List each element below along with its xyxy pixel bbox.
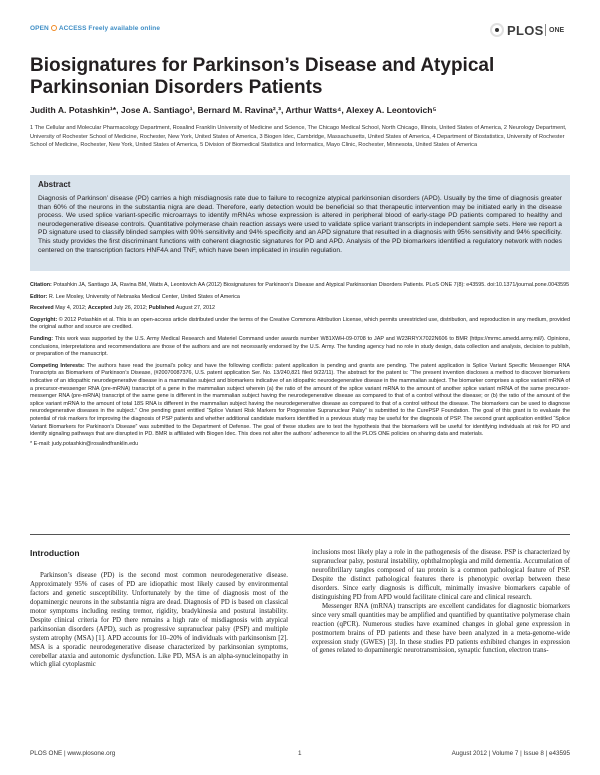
- citation: Citation: Potashkin JA, Santiago JA, Ravina BM, Watts A, Leontovich AA (2012) Biosignatures for Parkinson’s Disease and Atypical Parkinsonian Disorders Patients. PLoS ONE 7(8): e43595. doi:10.1371/journal.pone.0043595: [30, 282, 570, 288]
- intro-paragraph-1: Parkinson’s disease (PD) is the second most common neurodegenerative disease. Approximately 95% of cases of PD are idiopathic most likely caused by environmental factors and genetic susceptibility. Unfortunately by the time of diagnosis most of the dopaminergic neurons in the substantia nigra are dead. Diagnosis of PD is based on classical motor symptoms including resting tremor, rigidity, bradykinesia and postural instability. Despite clinical criteria for PD there remains a high rate of misdiagnosis with atypical parkinsonian disorders (APD), such as progressive supranuclear palsy (PSP) and multiple system atrophy (MSA) [1]. APD accounts for 10–20% of individuals with parkinsonism [2]. MSA is a sporadic neurodegenerative disease characterized by parkinsonian symptoms, cerebellar ataxia and autonomic dysfunction. Like PD, MSA is an alpha-synucleinopathy in which glial cytoplasmic: [30, 571, 288, 669]
- footer-issue: August 2012 | Volume 7 | Issue 8 | e43595: [451, 750, 570, 757]
- page-footer: [30, 750, 570, 762]
- left-column: [30, 549, 288, 670]
- article-title: Biosignatures for Parkinson’s Disease and Atypical Parkinsonian Disorders Patients: [30, 55, 495, 98]
- affiliations: 1 The Cellular and Molecular Pharmacology Department, Rosalind Franklin University of Medicine and Science, The Chicago Medical School, North Chicago, Illinois, United States of America, 2 Neurology Department, University of Rochester School of Medicine, Rochester, New York, United States of America, 3 Biogen Idec, Cambridge, Massachusetts, United States of America, 4 Department of Biostatistics, University of Rochester School of Medicine, Rochester, New York, United States of America, 5 Division of Biomedical Statistics and Informatics, Mayo Clinic, Rochester, Minnesota, United States of America: [30, 125, 567, 149]
- competing-interests: Competing Interests: The authors have read the journal’s policy and have the following conflicts: patent application is pending and grants are pending. The patent application is Splice Variant Specific Messenger RNA Transcripts as Biomarkers of Parkinson’s Disease, (#20070087376, U.S. patent application Ser. No. 13/240,821 filed 9/22/11). The abstract for the patent is: “The present invention discloses a method to discover biomarkers indicative of an idiopathic neurodegenerative disease in a mammalian subject and biomarkers indicative of an idiopathic neurodegenerative disease in the mammalian subject. The biomarker comprises a splice variant mRNA of a precursor-messenger RNA (pre-mRNA) transcript of a gene in the mammalian subject wherein (a) the ratio of the amount of the splice variant mRNA to the amount of another splice variant mRNA of the same precursor-messenger RNA (pre-mRNA) transcript of the same gene is different in the mammalian subject having the neurodegenerative disease as compared to that of a control without the disease; or (b) the ratio of the amount of the splice variant mRNA to the amount of total 18S RNA is different in the mammalian subject having the neurodegenerative disease as compared to that of a control without the disease. The biomarkers can be used to diagnose neurodegenerative diseases in the subject.” One pending grant entitled “Splice Variant Risk Markers for Progressive Supranuclear Palsy” is submitted to the CurePSP Foundation. The goal of this grant is to evaluate the potential of risk markers for improving the diagnosis of PSP patients and whether additional candidate markers identified in a previous study may be useful for the diagnosis of PSP. The second grant application entitled “Splice Variant Biomarkers for Parkinson’s Disease” was submitted to the Department of Defense. The goal of these studies are to test the hypothesis that the biomarkers will be useful for identifying individuals at risk for PD and identify signaling pathways that are disrupted in PD. BMR is affiliated with Biogen Idec. This does not alter the authors’ adherence to all the PLOS ONE policies on sharing data and materials.: [30, 362, 570, 438]
- introduction-heading: Introduction: [30, 548, 80, 558]
- intro-paragraph-2: inclusions most likely play a role in the pathogenesis of the disease. PSP is characterized by supranuclear palsy, postural instability, ophthalmoplegia and mild dementia. Accumulation of neurofibrillary tangles composed of tau protein is a common pathological feature of PSP. Despite the distinct pathological features there is phenotypic overlap between these disorders. Since early diagnosis is difficult, minimally invasive biomarkers capable of distinguishing PD from APD would facilitate clinical care and clinical research.: [312, 549, 570, 601]
- abstract-box: [30, 175, 570, 271]
- plos-logo-icon: [490, 23, 504, 37]
- funding: Funding: This work was supported by the U.S. Army Medical Research and Materiel Command under awards number W81XWH-09-0708 to JAP and W23RRYX7022N606 to BMR (https://mrmc.amedd.army.mil/). Opinions, conclusions, interpretations and recommendations are those of the authors and are not necessarily endorsed by the U.S. Army. The funding agency had no role in study design, data collection and analysis, decision to publish, or preparation of the manuscript.: [30, 335, 570, 358]
- author-list: Judith A. Potashkin¹*, Jose A. Santiago¹, Bernard M. Ravina²,³, Arthur Watts⁴, Alexey A. Leontovich⁵: [30, 105, 437, 115]
- right-column: [312, 549, 570, 656]
- abstract-text: Diagnosis of Parkinson’ disease (PD) carries a high misdiagnosis rate due to failure to recognize atypical parkinsonian disorders (APD). Usually by the time of diagnosis greater than 60% of the neurons in the substantia nigra are dead. Therefore, early detection would be beneficial so that therapeutic intervention may be initiated early in the disease process. We used splice variant-specific microarrays to identify mRNAs whose expression is altered in peripheral blood of early-stage PD patients compared to healthy and neurodegenerative disease controls. Quantitative polymerase chain reaction assays were used to validate splice variant transcripts in independent sample sets. Here we report a PD signature used to classify blinded samples with 90% sensitivity and 94% specificity and an APD signature that resulted in a diagnosis with 95% sensitivity and 94% specificity. This study provides the first discriminant functions with coherent diagnostic signatures for PD and APD. Analysis of the PD biomarkers identified a regulatory network with nodes centered on the transcription factors HNF4A and TNF, which have been implicated in insulin regulation.: [38, 195, 563, 254]
- copyright: Copyright: © 2012 Potashkin et al. This is an open-access article distributed under the terms of the Creative Commons Attribution License, which permits unrestricted use, distribution, and reproduction in any medium, provided the original author and source are credited.: [30, 316, 570, 331]
- journal-header: [30, 20, 570, 42]
- abstract-heading: Abstract: [38, 180, 71, 189]
- plos-one-logo: PLOS ONE: [490, 20, 570, 40]
- page-number: 1: [298, 750, 302, 757]
- article-metadata: [30, 282, 570, 452]
- corresponding-email[interactable]: * E-mail: judy.potashkin@rosalindfranklin.edu: [30, 440, 139, 447]
- dates: Received May 4, 2012; Accepted July 26, 2012; Published August 27, 2012: [30, 305, 215, 312]
- editor: Editor: R. Lee Mosley, University of Nebraska Medical Center, United States of America: [30, 293, 240, 300]
- footer-journal: PLOS ONE | www.plosone.org: [30, 750, 116, 757]
- open-access-label: OPEN ACCESS Freely available online: [30, 25, 161, 32]
- section-divider: [30, 534, 570, 535]
- intro-paragraph-3: Messenger RNA (mRNA) transcripts are excellent candidates for diagnostic biomarkers since very small quantities may be amplified and quantified by quantitative polymerase chain reaction (qPCR). Numerous studies have examined changes in global gene expression in postmortem brains of PD patients and these have been analyzed in a meta-genome-wide expression study (GWES) [3]. In these studies PD patients exhibited changes in expression of genes related to dopaminergic neurotransmission, synaptic function, electron trans-: [312, 602, 570, 655]
- open-access-lock-icon: [51, 25, 57, 31]
